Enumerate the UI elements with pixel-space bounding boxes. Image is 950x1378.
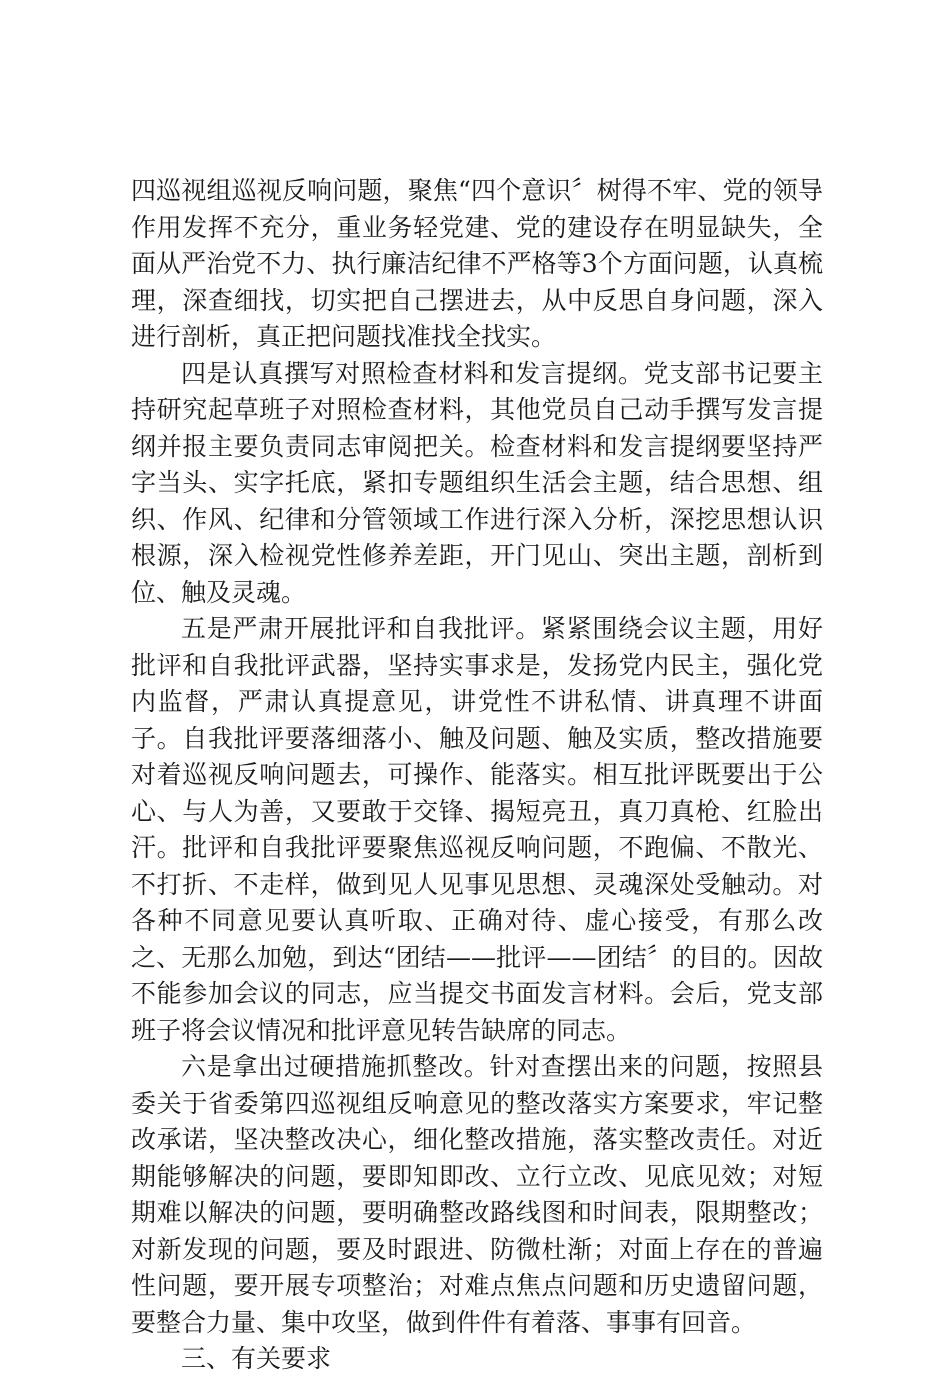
paragraph-item-five: 五是严肃开展批评和自我批评。紧紧围绕会议主题，用好批评和自我批评武器，坚持实事求是，发扬党内民主，强化党内监督，严肃认真提意见，讲党性不讲私情、讲真理不讲面子。自我批评要落细落小、触及问题、触及实质，整改措施要对着巡视反响问题去，可操作、能落实。相互批评既要出于公心、与人为善，又要敢于交锋、揭短亮丑，真刀真枪、红脸出汗。批评和自我批评要聚焦巡视反响问题，不跑偏、不散光、不打折、不走样，做到见人见事见思想、灵魂深处受触动。对各种不同意见要认真听取、正确对待、虚心接受，有那么改之、无那么加勉，到达“团结——批评——团结〞的目的。因故不能参加会议的同志，应当提交书面发言材料。会后，党支部班子将会议情况和批评意见转告缺席的同志。 xyxy=(131,614,823,1045)
paragraph-item-six: 六是拿出过硬措施抓整改。针对查摆出来的问题，按照县委关于省委第四巡视组反响意见的整改落实方案要求，牢记整改承诺，坚决整改决心，细化整改措施，落实整改责任。对近期能够解决的问题，要即知即改、立行立改、见底见效；对短期难以解决的问题，要明确整改路线图和时间表，限期整改；对新发现的问题，要及时跟进、防微杜渐；对面上存在的普遍性问题，要开展专项整治；对难点焦点问题和历史遗留问题，要整合力量、集中攻坚，做到件件有着落、事事有回音。 xyxy=(131,1052,823,1337)
document-body xyxy=(131,173,823,1378)
section-heading: 三、有关要求 xyxy=(181,1344,332,1373)
paragraph-continued: 四巡视组巡视反响问题，聚焦“四个意识〞树得不牢、党的领导作用发挥不充分，重业务轻党建、党的建设存在明显缺失，全面从严治党不力、执行廉洁纪律不严格等3个方面问题，认真梳理，深查细找，切实把自己摆进去，从中反思自身问题，深入进行剖析，真正把问题找准找全找实。 xyxy=(131,176,823,351)
paragraph-item-four: 四是认真撰写对照检查材料和发言提纲。党支部书记要主持研究起草班子对照检查材料，其他党员自己动手撰写发言提纲并报主要负责同志审阅把关。检查材料和发言提纲要坚持严字当头、实字托底，紧扣专题组织生活会主题，结合思想、组织、作风、纪律和分管领域工作进行深入分析，深挖思想认识根源，深入检视党性修养差距，开门见山、突出主题，剖析到位、触及灵魂。 xyxy=(131,358,823,607)
